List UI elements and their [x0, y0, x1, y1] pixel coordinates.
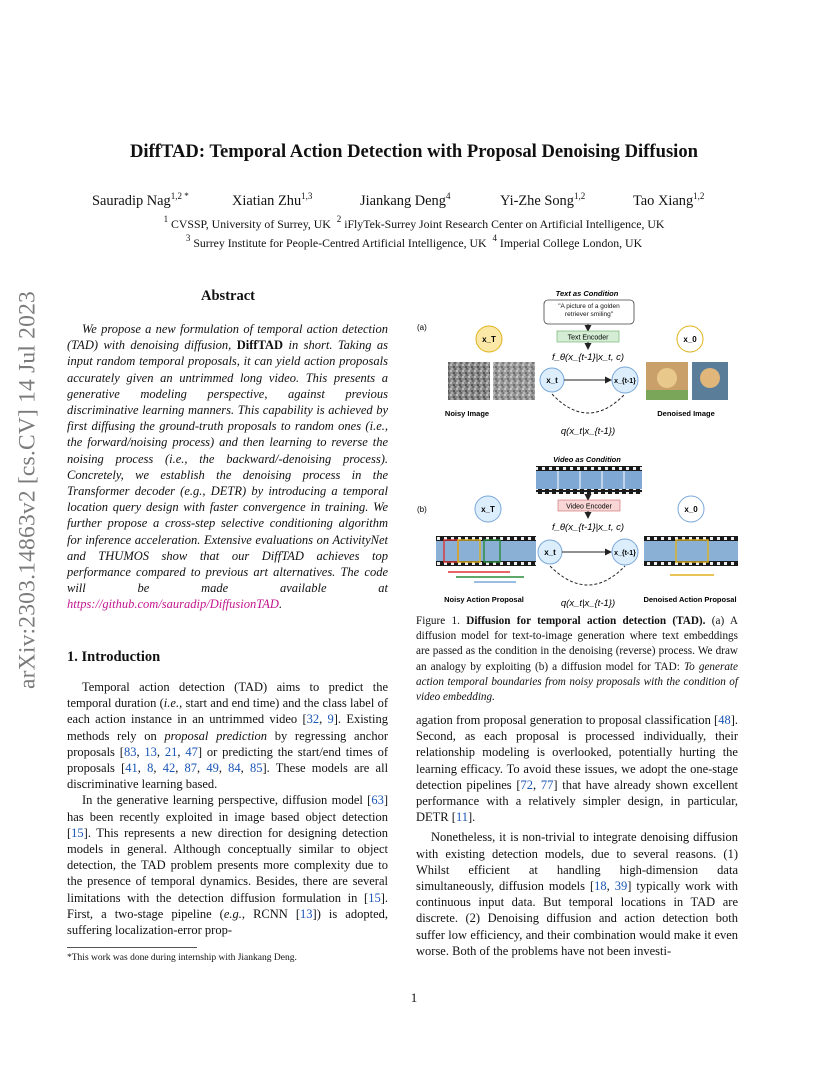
affiliation-line-2: $^3$ Surrey Institute for People-Centred Artificial Intelligence, UK $^4$ Imperial College London, UK [185, 233, 643, 250]
author: Tao Xiang$^{1,2}$ [633, 191, 705, 209]
affiliation-line-1: $^1$ CVSSP, University of Surrey, UK $^2$ iFlyTek-Surrey Joint Research Center on Artificial Intelligence, UK [163, 214, 665, 231]
right-paragraph-2: Nonetheless, it is non-trivial to integrate denoising diffusion with existing detection models, due to several reasons. (1) Whilst efficient at handling high-dimension data simultaneously, diffusion models [18, 39] typically work with continuous input data. But temporal locations in TAD are discrete. (2) Denoising diffusion and action detection both suffer low efficiency, and their combination would make it even worse. Both of the problems have not been investi- [416, 830, 738, 958]
citation-link[interactable]: 84 [228, 761, 241, 776]
citation-link[interactable]: 49 [206, 761, 219, 776]
citation-link[interactable]: 83 [123, 744, 137, 759]
citation-link[interactable]: 42 [162, 761, 176, 776]
citation-link[interactable]: 32 [306, 712, 320, 727]
citation-link[interactable]: 11 [455, 810, 468, 825]
noisy-image-label: Noisy Image [444, 409, 490, 418]
panel-a-tag: (a) [417, 323, 427, 332]
code-link[interactable]: https://github.com/sauradip/DiffusionTAD [67, 597, 279, 612]
section-heading-introduction: 1. Introduction [67, 649, 161, 665]
abstract-body: We propose a new formulation of temporal action detection (TAD) with denoising diffusion, DiffTAD in short. Taking as input random temporal proposals, it can yield action proposals accurately given an untrimmed long video. This presents a generative modeling perspective, against previous discriminative learning manners. This capability is achieved by first diffusing the ground-truth proposals to random ones (i.e., the forward/noising process) and then learning to reverse the noising process (i.e., the backward/-denoising process). Concretely, we establish the denoising process in the Transformer decoder (e.g., DETR) by introducing a temporal location query design with faster convergence in training. We further propose a cross-step selective conditioning algorithm for inference acceleration. Extensive evaluations on ActivityNet and THUMOS show that our DiffTAD achieves top performance compared to previous art alternatives. The code will be made available at https://github.com/sauradip/DiffusionTAD. [67, 322, 388, 612]
prompt-text: "A picture of a golden retriever smiling" [558, 303, 620, 318]
intro-body [67, 679, 388, 938]
right-column-body [416, 712, 738, 959]
author: Sauradip Nag$^{1,2 *}$ [92, 191, 189, 209]
author: Xiatian Zhu$^{1,3}$ [232, 191, 313, 209]
figure-caption: Figure 1. Diffusion for temporal action detection (TAD). (a) A diffusion model for text-to-image generation where text embeddings are passed as the condition in the denoising (reverse) process. We draw an analogy by exploiting (b) a diffusion model for TAD: To generate action temporal boundaries from noisy proposals with the condition of video embedding. [416, 615, 738, 704]
footnote-rule [67, 947, 197, 948]
citation-link[interactable]: 41 [125, 761, 138, 776]
paper-title: DiffTAD: Temporal Action Detection with Proposal Denoising Diffusion [130, 141, 698, 162]
footnote: *This work was done during internship with Jiankang Deng. [67, 953, 297, 963]
arxiv-stamp [8, 291, 48, 689]
author: Jiankang Deng$^4$ [360, 191, 451, 209]
arxiv-id: arXiv:2303.14863v2 [cs.CV] 14 Jul 2023 [14, 291, 41, 689]
svg-text:x_0: x_0 [684, 505, 698, 514]
intro-paragraph-1: Temporal action detection (TAD) aims to predict the temporal duration (i.e., start and end time) and the class label of each action instance in an untrimmed video [32, 9]. Existing methods rely on proposal prediction by regressing anchor proposals [83, 13, 21, 47] or predicting the start/end times of proposals [41, 8, 42, 87, 49, 84, 85]. These models are all discriminative learning based. [67, 680, 389, 792]
svg-text:x_T: x_T [482, 335, 496, 344]
svg-text:x_{t-1}: x_{t-1} [614, 378, 636, 385]
noise-function-a: q(x_t|x_{t-1}) [560, 426, 616, 437]
panel-b-tag: (b) [417, 505, 427, 514]
noisy-image-1 [448, 362, 490, 400]
svg-text:x_0: x_0 [683, 335, 697, 344]
svg-text:x_t: x_t [544, 548, 556, 557]
citation-link[interactable]: 63 [371, 793, 384, 808]
denoise-function-a: f_θ(x_{t-1}|x_t, c) [551, 352, 625, 363]
svg-text:Video Encoder: Video Encoder [566, 503, 612, 511]
video-condition-title: Video as Condition [553, 455, 621, 464]
svg-text:x_t: x_t [546, 376, 558, 385]
citation-link[interactable]: 39 [614, 879, 628, 894]
citation-link[interactable]: 47 [185, 744, 198, 759]
citation-link[interactable]: 8 [147, 761, 154, 776]
citation-link[interactable]: 13 [300, 906, 313, 921]
denoised-image-label: Denoised Image [657, 409, 715, 418]
noise-function-b: q(x_t|x_{t-1}) [560, 598, 616, 609]
intro-paragraph-2: In the generative learning perspective, diffusion model [63] has been recently exploited in image based object detection [15]. This represents a new direction for designing detection models in general. Although conceptually similar to object detection, the TAD problem presents more complexity due to the presence of temporal dynamics. Besides, there are several limitations with the detection diffusion formulation in [15]. First, a two-stage pipeline (e.g., RCNN [13]) is adopted, suffering localization-error prop- [67, 793, 388, 938]
citation-link[interactable]: 77 [540, 777, 554, 792]
citation-link[interactable]: 72 [520, 777, 534, 792]
svg-text:x_{t-1}: x_{t-1} [614, 550, 636, 557]
citation-link[interactable]: 9 [327, 712, 334, 727]
citation-link[interactable]: 85 [250, 761, 263, 776]
citation-link[interactable]: 18 [594, 879, 607, 894]
text-condition-title: Text as Condition [555, 289, 619, 298]
denoise-function-b: f_θ(x_{t-1}|x_t, c) [551, 522, 625, 533]
citation-link[interactable]: 15 [71, 825, 84, 840]
citation-link[interactable]: 15 [368, 890, 381, 905]
denoised-proposal-label: Denoised Action Proposal [643, 595, 737, 604]
citation-link[interactable]: 21 [164, 744, 178, 759]
noisy-proposal-label: Noisy Action Proposal [444, 595, 524, 604]
right-paragraph-1: agation from proposal generation to proposal classification [48]. Second, as each proposal is processed individually, their relationship modeling is overlooked, potentially hurting the learning efficacy. To avoid these issues, we adopt the one-stage detection pipelines [72, 77] that have already shown excellent performance with a relatively simpler design, in particular, DETR [11]. [416, 713, 738, 825]
citation-link[interactable]: 48 [718, 713, 731, 727]
svg-text:Text Encoder: Text Encoder [567, 334, 609, 342]
figure-1 [414, 286, 740, 610]
author: Yi-Zhe Song$^{1,2}$ [500, 191, 586, 209]
abstract-heading: Abstract [201, 288, 255, 304]
citation-link[interactable]: 87 [184, 761, 198, 776]
page-number: 1 [410, 990, 418, 1005]
svg-text:x_T: x_T [481, 505, 495, 514]
noisy-image-2 [493, 362, 535, 400]
citation-link[interactable]: 13 [144, 744, 157, 759]
